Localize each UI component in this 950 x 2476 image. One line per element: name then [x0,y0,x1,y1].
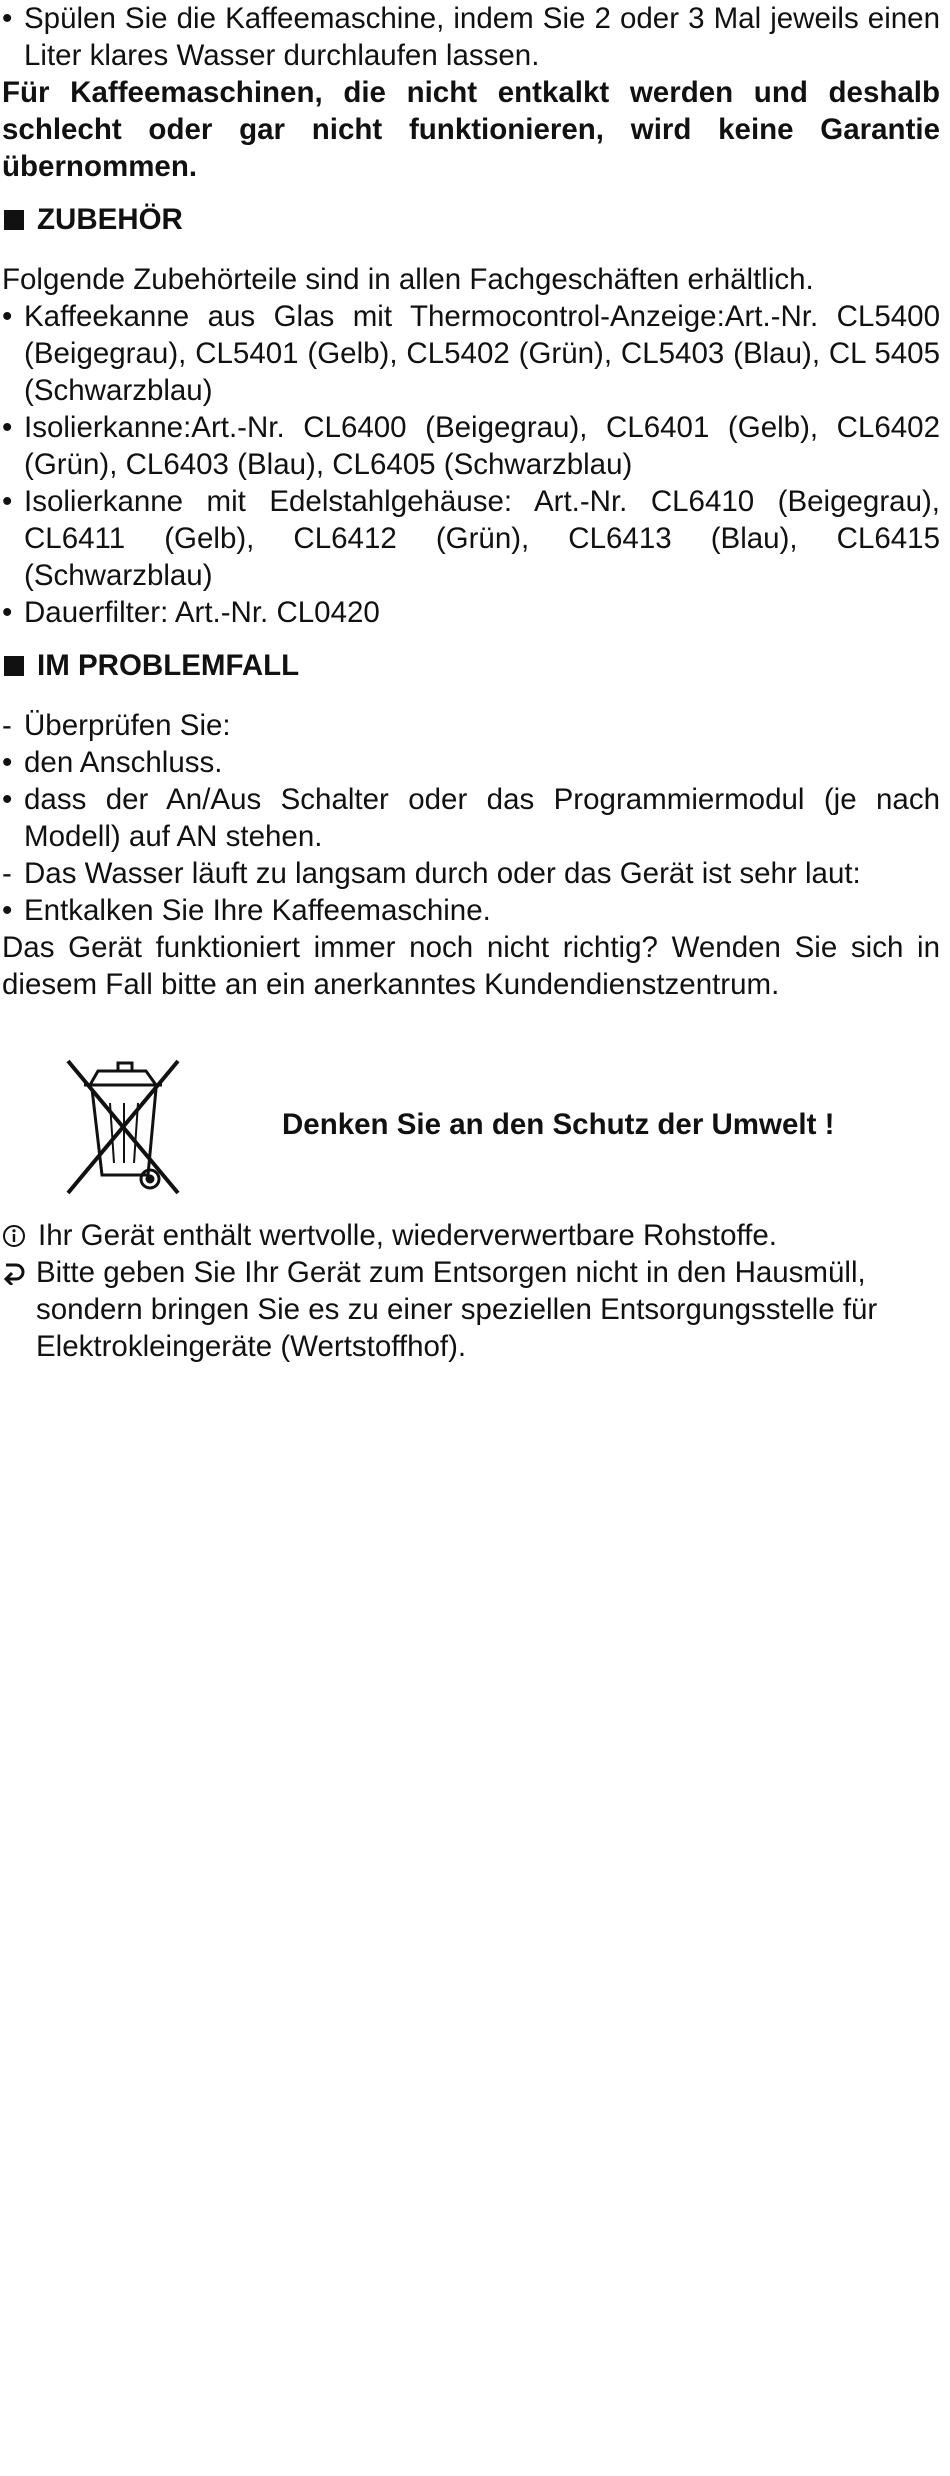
check-item: den Anschluss. [24,746,223,779]
environment-slogan: Denken Sie an den Schutz der Umwelt ! [282,1108,835,1141]
list-item [2,594,940,631]
accessory-item: Isolierkanne mit Edelstahlgehäuse: Art.-Nr. CL6410 (Beigegrau), CL6411 (Gelb), CL6412 (Grün), CL6413 (Blau), CL6415 (Schwarzblau) [24,485,940,592]
check-item: dass der An/Aus Schalter oder das Programmiermodul (je nach Modell) auf AN stehen. [24,783,940,853]
section-heading-zubehoer [2,201,940,238]
accessory-item: Dauerfilter: Art.-Nr. CL0420 [24,596,380,629]
bullet-icon: • [2,596,13,629]
bullet-icon: • [2,746,13,779]
slow-label: Das Wasser läuft zu langsam durch oder das Gerät ist sehr laut: [24,857,861,890]
check-label: Überprüfen Sie: [24,709,231,742]
hooked-arrow-icon [2,1254,36,1291]
dash-marker: - [2,857,12,890]
disposal-instruction [2,1254,940,1365]
accessories-intro: Folgende Zubehörteile sind in allen Fachgeschäften erhältlich. [2,263,814,296]
list-item [2,409,940,483]
bullet-icon: • [2,2,13,35]
info-circle-icon [2,1217,38,1254]
check-label-row [2,707,940,744]
bullet-icon: • [2,783,13,816]
section-heading-problemfall [2,647,940,684]
bullet-icon: • [2,411,13,444]
accessory-item: Kaffeekanne aus Glas mit Thermocontrol-Anzeige:Art.-Nr. CL5400 (Beigegrau), CL5401 (Gelb), CL5402 (Grün), CL5403 (Blau), CL 5405 (Schwarzblau) [24,300,940,407]
closing-text: Das Gerät funktioniert immer noch nicht richtig? Wenden Sie sich in diesem Fall bitte an ein anerkanntes Kundendienstzentrum. [2,931,940,1001]
accessory-item: Isolierkanne:Art.-Nr. CL6400 (Beigegrau), CL6401 (Gelb), CL6402 (Grün), CL6403 (Blau), CL6405 (Schwarzblau) [24,411,940,481]
list-item [2,0,940,74]
disposal-text: Bitte geben Sie Ihr Gerät zum Entsorgen nicht in den Hausmüll, sondern bringen Sie es zu einer speziellen Entsorgungsstelle für Elektrokleingeräte (Wertstoffhof). [36,1256,878,1363]
list-item [2,781,940,855]
black-square-icon [4,656,24,676]
recycling-info [2,1217,940,1254]
rinse-instruction: Spülen Sie die Kaffeemaschine, indem Sie 2 oder 3 Mal jeweils einen Liter klares Wasser durchlaufen lassen. [24,2,940,72]
crossed-out-wheelie-bin-icon [62,1053,184,1197]
section-title: ZUBEHÖR [37,203,183,236]
environment-notice [2,1053,940,1197]
slow-label-row [2,855,940,892]
list-item [2,892,940,929]
list-item [2,744,940,781]
bullet-icon: • [2,485,13,518]
bullet-icon: • [2,300,13,333]
recycling-info-text: Ihr Gerät enthält wertvolle, wiederverwertbare Rohstoffe. [38,1219,777,1252]
list-item [2,483,940,594]
warranty-warning: Für Kaffeemaschinen, die nicht entkalkt werden und deshalb schlecht oder gar nicht funktionieren, wird keine Garantie übernommen. [2,76,940,183]
black-square-icon [4,210,24,230]
list-item [2,298,940,409]
slow-item: Entkalken Sie Ihre Kaffeemaschine. [24,894,491,927]
bullet-icon: • [2,894,13,927]
section-title: IM PROBLEMFALL [37,649,300,682]
dash-marker: - [2,709,12,742]
